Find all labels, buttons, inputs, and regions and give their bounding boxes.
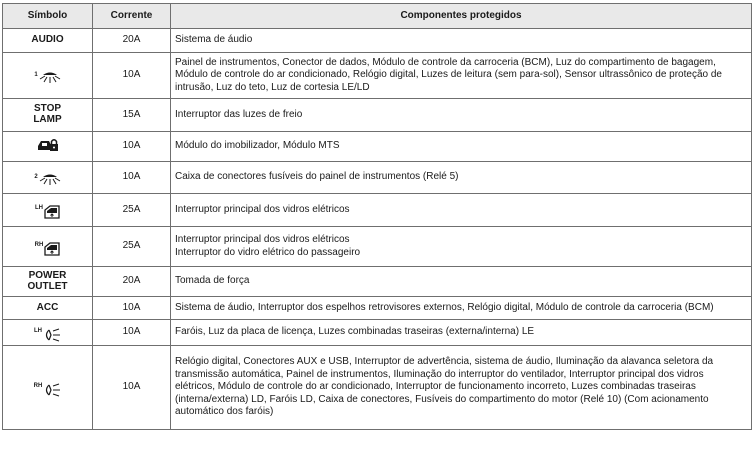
components-cell: Faróis, Luz da placa de licença, Luzes combinadas traseiras (externa/interna) LE — [171, 320, 752, 346]
table-row — [3, 297, 752, 320]
symbol-cell — [3, 267, 93, 297]
current-cell: 25A — [93, 194, 171, 227]
symbol-index: RH — [33, 382, 43, 389]
table-row — [3, 162, 752, 194]
current-cell: 20A — [93, 29, 171, 53]
components-cell: Interruptor das luzes de freio — [171, 99, 752, 132]
symbol-text: AUDIO — [31, 34, 64, 46]
current-cell: 25A — [93, 227, 171, 267]
header-current: Corrente — [93, 4, 171, 29]
components-cell: Interruptor principal dos vidros elétricos Interruptor do vidro elétrico do passageiro — [171, 227, 752, 267]
symbol-index: RH — [34, 241, 44, 248]
power-window-icon — [35, 242, 61, 256]
table-row — [3, 267, 752, 297]
components-cell: Painel de instrumentos, Conector de dados, Módulo de controle da carroceria (BCM), Luz do compartimento de bagagem, Módulo de controle do ar condicionado, Relógio digital, Luzes de leitura (sem para-sol), Sensor ultrassônico de proteção de intrusão, Luz do teto, Luz de cortesia LE/LD — [171, 53, 752, 99]
symbol-index: 1 — [34, 71, 38, 78]
table-row — [3, 320, 752, 346]
interior-lamp-icon — [34, 72, 60, 84]
symbol-cell — [3, 162, 93, 194]
symbol-cell — [3, 320, 93, 346]
symbol-cell — [3, 194, 93, 227]
header-row — [3, 4, 752, 29]
table-row — [3, 132, 752, 162]
symbol-cell — [3, 227, 93, 267]
table-row — [3, 29, 752, 53]
table-row — [3, 227, 752, 267]
table-row — [3, 53, 752, 99]
symbol-cell — [3, 132, 93, 162]
fuse-table — [2, 3, 752, 430]
symbol-index: 2 — [34, 173, 38, 180]
immobilizer-icon — [37, 136, 59, 152]
current-cell: 15A — [93, 99, 171, 132]
symbol-cell — [3, 53, 93, 99]
symbol-index: LH — [34, 327, 42, 334]
symbol-text: POWER OUTLET — [27, 269, 68, 292]
current-cell: 20A — [93, 267, 171, 297]
power-window-icon — [35, 205, 60, 219]
symbol-cell — [3, 29, 93, 53]
header-symbol: Símbolo — [3, 4, 93, 29]
symbol-cell — [3, 297, 93, 320]
symbol-text: ACC — [36, 301, 59, 313]
current-cell: 10A — [93, 346, 171, 430]
header-components: Componentes protegidos — [171, 4, 752, 29]
current-cell: 10A — [93, 162, 171, 194]
symbol-cell — [3, 346, 93, 430]
current-cell: 10A — [93, 132, 171, 162]
tail-lamp-icon — [34, 383, 62, 397]
table-row — [3, 99, 752, 132]
current-cell: 10A — [93, 53, 171, 99]
symbol-cell — [3, 99, 93, 132]
tail-lamp-icon — [34, 328, 61, 342]
table-row — [3, 346, 752, 430]
components-cell: Interruptor principal dos vidros elétricos — [171, 194, 752, 227]
current-cell: 10A — [93, 297, 171, 320]
current-cell: 10A — [93, 320, 171, 346]
components-cell: Relógio digital, Conectores AUX e USB, Interruptor de advertência, sistema de áudio, Iluminação da alavanca seletora da transmissão automática, Painel de instrumentos, Iluminação do interruptor do ventilador, Interruptor principal dos vidros elétricos, Módulo de controle do ar condicionado, Interruptor de funcionamento incorreto, Luzes combinadas traseiras (interna/externa) LD, Faróis LD, Caixa de conectores, Fusíveis do compartimento do motor (Relé 10) (Com acionamento automático dos faróis) — [171, 346, 752, 430]
table-row — [3, 194, 752, 227]
components-cell: Módulo do imobilizador, Módulo MTS — [171, 132, 752, 162]
components-cell: Caixa de conectores fusíveis do painel de instrumentos (Relé 5) — [171, 162, 752, 194]
symbol-text: STOP LAMP — [33, 103, 62, 126]
interior-lamp-icon — [34, 174, 60, 186]
components-cell: Sistema de áudio — [171, 29, 752, 53]
components-cell: Sistema de áudio, Interruptor dos espelhos retrovisores externos, Relógio digital, Módulo de controle da carroceria (BCM) — [171, 297, 752, 320]
symbol-index: LH — [35, 205, 43, 211]
components-cell: Tomada de força — [171, 267, 752, 297]
